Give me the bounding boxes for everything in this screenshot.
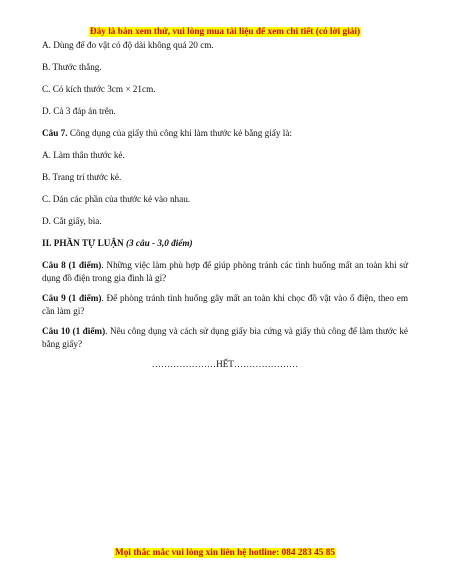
q7-option-d: D. Cắt giấy, bìa.	[42, 216, 102, 226]
q7-option-c: C. Dán các phần của thước kẻ vào nhau.	[42, 194, 191, 204]
q6-option-b: B. Thước thẳng.	[42, 62, 102, 72]
q6-option-a: A. Dùng để đo vật có độ dài không quá 20 cm.	[42, 40, 214, 50]
section2-subtitle: (3 câu - 3,0 điểm)	[123, 238, 193, 248]
q6-option-c: C. Có kích thước 3cm × 21cm.	[42, 84, 156, 94]
q9-question	[42, 292, 408, 317]
q7-text: Công dụng của giấy thủ công khi làm thước kẻ bằng giấy là:	[67, 128, 292, 138]
q7-option-b: B. Trang trí thước kẻ.	[42, 172, 122, 182]
document-body	[42, 39, 408, 380]
bottom-banner-text: Mọi thắc mắc vui lòng xin liên hệ hotline: 084 283 45 85	[114, 548, 336, 558]
top-banner	[0, 27, 450, 37]
top-banner-text: Đây là bản xem thử, vui lòng mua tài liệu để xem chi tiết (có lời giải)	[89, 27, 361, 37]
q7-option-a: A. Làm thân thước kẻ.	[42, 150, 125, 160]
section2-heading	[42, 237, 408, 250]
q8-question	[42, 259, 408, 284]
q7-question	[42, 127, 408, 140]
q9-text: . Để phòng tránh tình huống gây mất an toàn khi chọc đồ vật vào ổ điện, theo em cần làm gì?	[42, 293, 408, 316]
q10-question	[42, 325, 408, 350]
q7-label: Câu 7.	[42, 128, 68, 138]
q8-label: Câu 8 (1 điểm)	[42, 260, 102, 270]
bottom-banner	[0, 548, 450, 558]
q9-label: Câu 9 (1 điểm)	[42, 293, 102, 303]
q10-label: Câu 10 (1 điểm)	[42, 326, 106, 336]
section2-title: II. PHẦN TỰ LUẬN	[42, 238, 124, 248]
q10-text: . Nêu công dụng và cách sử dụng giấy bìa cứng và giấy thủ công để làm thước kẻ bằng giấy?	[42, 326, 408, 349]
q8-text: . Những việc làm phù hợp để giúp phòng tránh các tình huống mất an toàn khi sử dụng đồ điện trong gia đình là gì?	[42, 260, 408, 283]
q6-option-d: D. Cả 3 đáp án trên.	[42, 106, 116, 116]
end-line: …………………HẾT…………………	[151, 359, 299, 369]
